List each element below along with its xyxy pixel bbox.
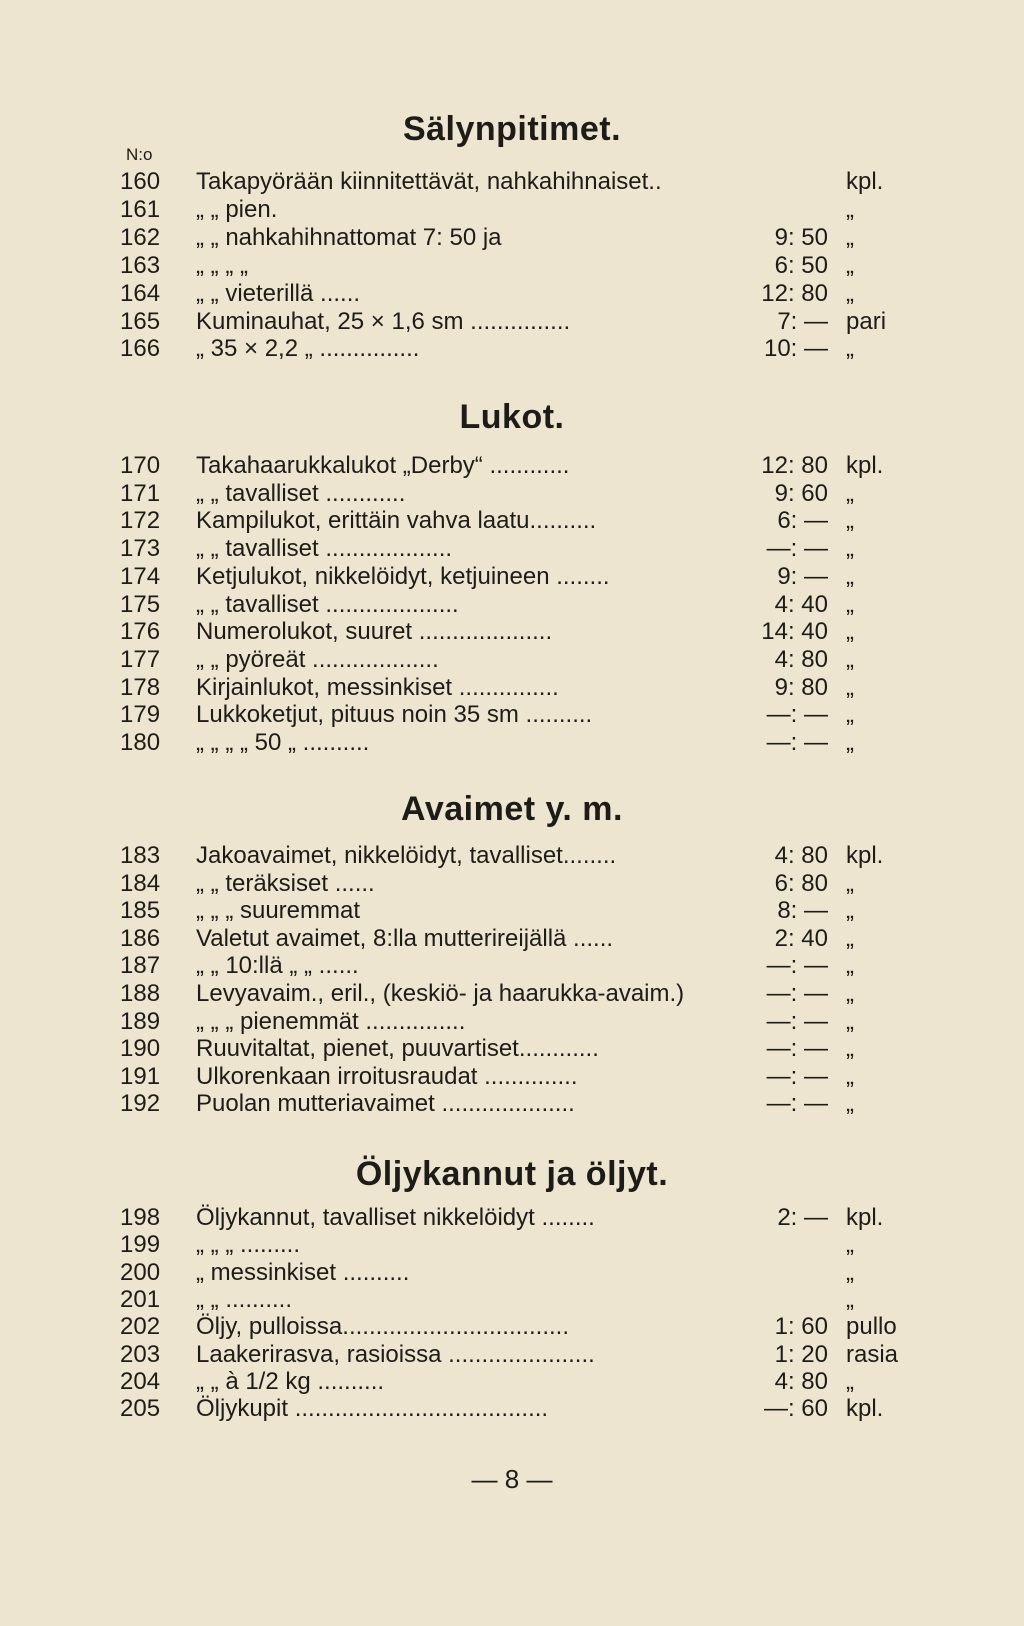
item-price: —: — xyxy=(732,1090,828,1118)
item-description: „ „ à 1/2 kg .......... xyxy=(196,1367,385,1395)
item-description: „ „ teräksiset ...... xyxy=(196,869,375,897)
item-unit: „ xyxy=(846,479,854,507)
item-unit: „ xyxy=(846,701,854,729)
page-number: — 8 — xyxy=(471,1464,553,1494)
item-unit: „ xyxy=(846,1258,854,1286)
item-price: 1: 60 xyxy=(732,1313,828,1341)
item-price: 4: 80 xyxy=(732,842,828,870)
item-price: —: — xyxy=(732,701,828,729)
item-number: 175 xyxy=(120,590,161,618)
item-description: Laakerirasva, rasioissa ...................... xyxy=(196,1340,595,1368)
number-column-header: N:o xyxy=(126,145,153,164)
item-number: 183 xyxy=(120,842,161,869)
item-number: 199 xyxy=(120,1231,161,1259)
item-price: —: — xyxy=(732,729,828,757)
item-unit: „ xyxy=(846,335,854,363)
item-description: „ „ „ „ 50 „ .......... xyxy=(196,729,370,756)
list-item xyxy=(0,1063,1024,1091)
item-unit: kpl. xyxy=(846,168,884,195)
list-item xyxy=(0,897,1024,925)
item-number: 172 xyxy=(120,507,161,535)
item-price: —: — xyxy=(732,535,828,563)
item-description: „ 35 × 2,2 „ ............... xyxy=(196,335,420,363)
item-unit: „ xyxy=(846,952,854,980)
item-description: „ „ vieterillä ...... xyxy=(196,279,361,307)
list-item xyxy=(0,729,1024,757)
item-description: Kuminauhat, 25 × 1,6 sm ............... xyxy=(196,307,571,335)
item-unit: „ xyxy=(846,897,854,925)
list-item xyxy=(0,252,1024,280)
item-number: 203 xyxy=(120,1340,161,1368)
item-number: 162 xyxy=(120,223,161,251)
item-price: —: — xyxy=(732,980,828,1008)
list-item xyxy=(0,1008,1024,1036)
item-number: 198 xyxy=(120,1204,161,1231)
section-title-avaimet: Avaimet y. m. xyxy=(401,790,623,828)
item-unit: „ xyxy=(846,562,854,590)
item-number: 174 xyxy=(120,562,161,590)
item-price: 4: 80 xyxy=(732,646,828,674)
list-item xyxy=(0,1090,1024,1118)
item-unit: „ xyxy=(846,1035,854,1063)
item-description: Ulkorenkaan irroitusraudat .............. xyxy=(196,1062,578,1090)
item-number: 178 xyxy=(120,673,161,701)
item-number: 200 xyxy=(120,1258,161,1286)
list-item xyxy=(0,1035,1024,1063)
item-price: 2: 40 xyxy=(732,925,828,953)
item-unit: kpl. xyxy=(846,1204,884,1231)
item-unit: „ xyxy=(846,618,854,646)
item-description: Kampilukot, erittäin vahva laatu.......... xyxy=(196,507,597,535)
item-price: 9: 80 xyxy=(732,674,828,702)
item-number: 192 xyxy=(120,1090,161,1118)
item-number: 170 xyxy=(120,452,161,479)
list-item xyxy=(0,335,1024,363)
list-item xyxy=(0,618,1024,646)
item-price: 14: 40 xyxy=(732,618,828,646)
item-price: 2: — xyxy=(732,1204,828,1232)
item-price: 6: 50 xyxy=(732,252,828,280)
item-description: „ „ „ ......... xyxy=(196,1231,300,1259)
item-description: „ „ „ „ xyxy=(196,251,248,279)
item-number: 165 xyxy=(120,307,161,335)
list-item xyxy=(0,591,1024,619)
item-description: „ „ nahkahihnattomat 7: 50 ja xyxy=(196,223,502,251)
item-number: 187 xyxy=(120,952,161,980)
item-unit: pari xyxy=(846,307,887,335)
list-item xyxy=(0,1313,1024,1341)
list-item xyxy=(0,1341,1024,1369)
item-number: 201 xyxy=(120,1285,161,1313)
item-unit: „ xyxy=(846,1062,854,1090)
item-description: Lukkoketjut, pituus noin 35 sm .......... xyxy=(196,701,593,729)
item-price: 4: 80 xyxy=(732,1368,828,1396)
item-price: 9: 50 xyxy=(732,224,828,252)
list-item xyxy=(0,480,1024,508)
list-item xyxy=(0,507,1024,535)
item-number: 202 xyxy=(120,1313,161,1341)
item-unit: „ xyxy=(846,1090,854,1118)
item-description: Numerolukot, suuret .................... xyxy=(196,618,553,646)
list-item xyxy=(0,674,1024,702)
list-item xyxy=(0,452,1024,480)
item-unit: „ xyxy=(846,673,854,701)
item-description: „ „ „ suuremmat xyxy=(196,897,361,925)
item-description: Jakoavaimet, nikkelöidyt, tavalliset........ xyxy=(196,842,617,869)
item-number: 176 xyxy=(120,618,161,646)
item-description: Takahaarukkalukot „Derby“ ............ xyxy=(196,452,570,479)
item-price: 6: 80 xyxy=(732,870,828,898)
item-unit: „ xyxy=(846,924,854,952)
item-price: —: — xyxy=(732,1035,828,1063)
item-number: 164 xyxy=(120,279,161,307)
list-item xyxy=(0,1395,1024,1423)
item-number: 180 xyxy=(120,729,161,756)
item-number: 160 xyxy=(120,168,161,195)
list-item xyxy=(0,196,1024,224)
item-number: 190 xyxy=(120,1035,161,1063)
list-item xyxy=(0,1259,1024,1287)
item-price: 9: 60 xyxy=(732,480,828,508)
item-unit: „ xyxy=(846,1231,854,1259)
list-item xyxy=(0,980,1024,1008)
list-item xyxy=(0,535,1024,563)
item-price: 12: 80 xyxy=(732,452,828,480)
item-description: Levyavaim., eril., (keskiö- ja haarukka-avaim.) xyxy=(196,980,685,1007)
item-unit: „ xyxy=(846,251,854,279)
section-title-oljykannut: Öljykannut ja öljyt. xyxy=(355,1155,669,1193)
item-description: „ „ „ pienemmät ............... xyxy=(196,1007,466,1035)
item-price: —: — xyxy=(732,1063,828,1091)
list-item xyxy=(0,308,1024,336)
item-unit: pullo xyxy=(846,1313,897,1341)
item-unit: kpl. xyxy=(846,842,884,869)
item-description: Öljykannut, tavalliset nikkelöidyt ........ xyxy=(196,1204,595,1231)
item-number: 205 xyxy=(120,1395,161,1423)
item-price: —: 60 xyxy=(732,1395,828,1423)
item-description: Kirjainlukot, messinkiset ............... xyxy=(196,673,559,701)
item-price: 1: 20 xyxy=(732,1341,828,1369)
item-description: Ruuvitaltat, pienet, puuvartiset............ xyxy=(196,1035,599,1063)
item-unit: „ xyxy=(846,195,854,223)
item-description: Valetut avaimet, 8:lla mutterireijällä ...... xyxy=(196,924,614,952)
item-description: „ messinkiset .......... xyxy=(196,1258,410,1286)
item-description: Ketjulukot, nikkelöidyt, ketjuineen ........ xyxy=(196,562,610,590)
list-item xyxy=(0,952,1024,980)
item-number: 184 xyxy=(120,869,161,897)
item-number: 191 xyxy=(120,1062,161,1090)
item-number: 188 xyxy=(120,980,161,1007)
list-item xyxy=(0,280,1024,308)
item-number: 171 xyxy=(120,479,161,507)
item-number: 177 xyxy=(120,645,161,673)
item-unit: „ xyxy=(846,590,854,618)
item-description: Takapyörään kiinnitettävät, nahkahihnaiset.. xyxy=(196,168,662,195)
list-item xyxy=(0,224,1024,252)
item-description: „ „ pien. xyxy=(196,195,278,223)
item-unit: „ xyxy=(846,223,854,251)
item-price: —: — xyxy=(732,952,828,980)
item-unit: „ xyxy=(846,507,854,535)
item-unit: rasia xyxy=(846,1340,899,1368)
section-title-salynpitimet: Sälynpitimet. xyxy=(402,110,622,148)
item-number: 185 xyxy=(120,897,161,925)
item-unit: „ xyxy=(846,279,854,307)
item-description: „ „ tavalliset .................... xyxy=(196,590,459,618)
item-description: Öljy, pulloissa.................................. xyxy=(196,1313,569,1341)
item-number: 179 xyxy=(120,701,161,729)
item-description: „ „ 10:llä „ „ ...... xyxy=(196,952,359,980)
item-unit: „ xyxy=(846,645,854,673)
item-number: 204 xyxy=(120,1367,161,1395)
item-unit: „ xyxy=(846,729,854,756)
list-item xyxy=(0,842,1024,870)
item-price: 12: 80 xyxy=(732,280,828,308)
item-description: „ „ .......... xyxy=(196,1285,292,1313)
list-item xyxy=(0,563,1024,591)
item-price: 9: — xyxy=(732,563,828,591)
list-item xyxy=(0,646,1024,674)
item-unit: kpl. xyxy=(846,452,884,479)
item-number: 163 xyxy=(120,251,161,279)
item-price: 6: — xyxy=(732,507,828,535)
list-item xyxy=(0,1368,1024,1396)
item-price: 4: 40 xyxy=(732,591,828,619)
list-item xyxy=(0,1231,1024,1259)
item-description: „ „ pyöreät ................... xyxy=(196,645,439,673)
item-unit: „ xyxy=(846,869,854,897)
item-description: Öljykupit ...................................... xyxy=(196,1395,549,1423)
item-price: 10: — xyxy=(732,335,828,363)
item-description: „ „ tavalliset ............ xyxy=(196,479,406,507)
list-item xyxy=(0,870,1024,898)
section-title-lukot: Lukot. xyxy=(459,398,565,436)
item-price: 7: — xyxy=(732,308,828,336)
item-number: 186 xyxy=(120,924,161,952)
item-unit: „ xyxy=(846,1285,854,1313)
list-item xyxy=(0,701,1024,729)
item-unit: kpl. xyxy=(846,1395,884,1423)
item-number: 189 xyxy=(120,1007,161,1035)
item-unit: „ xyxy=(846,980,854,1007)
item-number: 166 xyxy=(120,335,161,363)
item-unit: „ xyxy=(846,535,854,563)
item-unit: „ xyxy=(846,1367,854,1395)
item-number: 173 xyxy=(120,535,161,563)
item-price: —: — xyxy=(732,1008,828,1036)
item-price: 8: — xyxy=(732,897,828,925)
list-item xyxy=(0,1204,1024,1232)
list-item xyxy=(0,925,1024,953)
list-item xyxy=(0,1286,1024,1314)
list-item xyxy=(0,168,1024,196)
item-description: Puolan mutteriavaimet .................... xyxy=(196,1090,575,1118)
item-unit: „ xyxy=(846,1007,854,1035)
item-description: „ „ tavalliset ................... xyxy=(196,535,453,563)
item-number: 161 xyxy=(120,195,161,223)
